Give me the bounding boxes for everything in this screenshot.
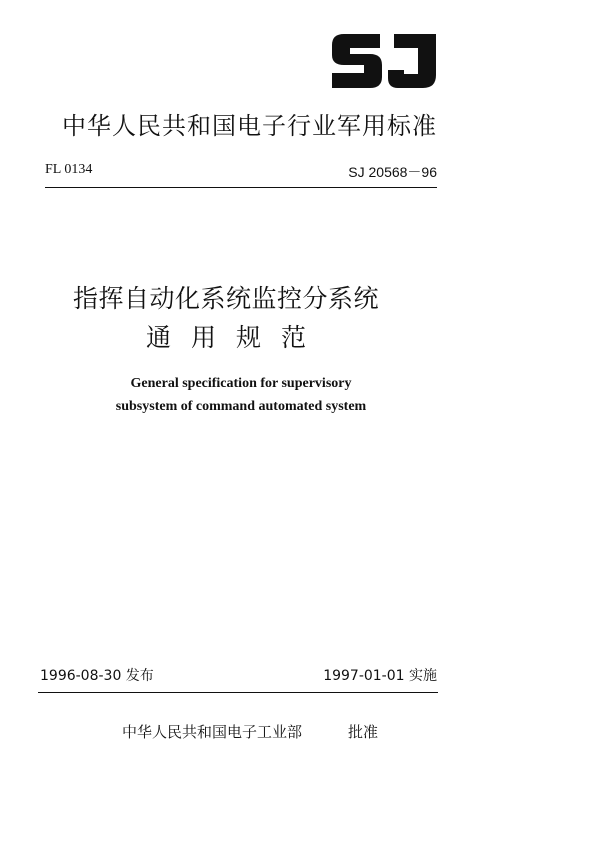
approving-authority: 中华人民共和国电子工业部	[122, 723, 303, 741]
title-cn-line1: 指挥自动化系统监控分系统	[73, 284, 380, 313]
issue-date: 1996-08-30 发布	[40, 668, 154, 684]
top-divider	[45, 187, 437, 188]
title-en-line2: subsystem of command automated system	[115, 399, 367, 414]
standard-name: 中华人民共和国电子行业军用标准	[62, 112, 437, 140]
classification-code: FL 0134	[45, 162, 93, 177]
implementation-date: 1997-01-01 实施	[323, 668, 437, 684]
title-cn-line2: 通用规范	[146, 323, 327, 352]
title-en-line1: General specification for supervisory	[130, 376, 352, 391]
standard-number: SJ 20568－96	[348, 164, 437, 180]
sj-logo-graphic	[330, 30, 440, 92]
approval-label: 批准	[348, 723, 379, 741]
sj-logo	[330, 30, 440, 92]
bottom-divider	[38, 692, 438, 693]
